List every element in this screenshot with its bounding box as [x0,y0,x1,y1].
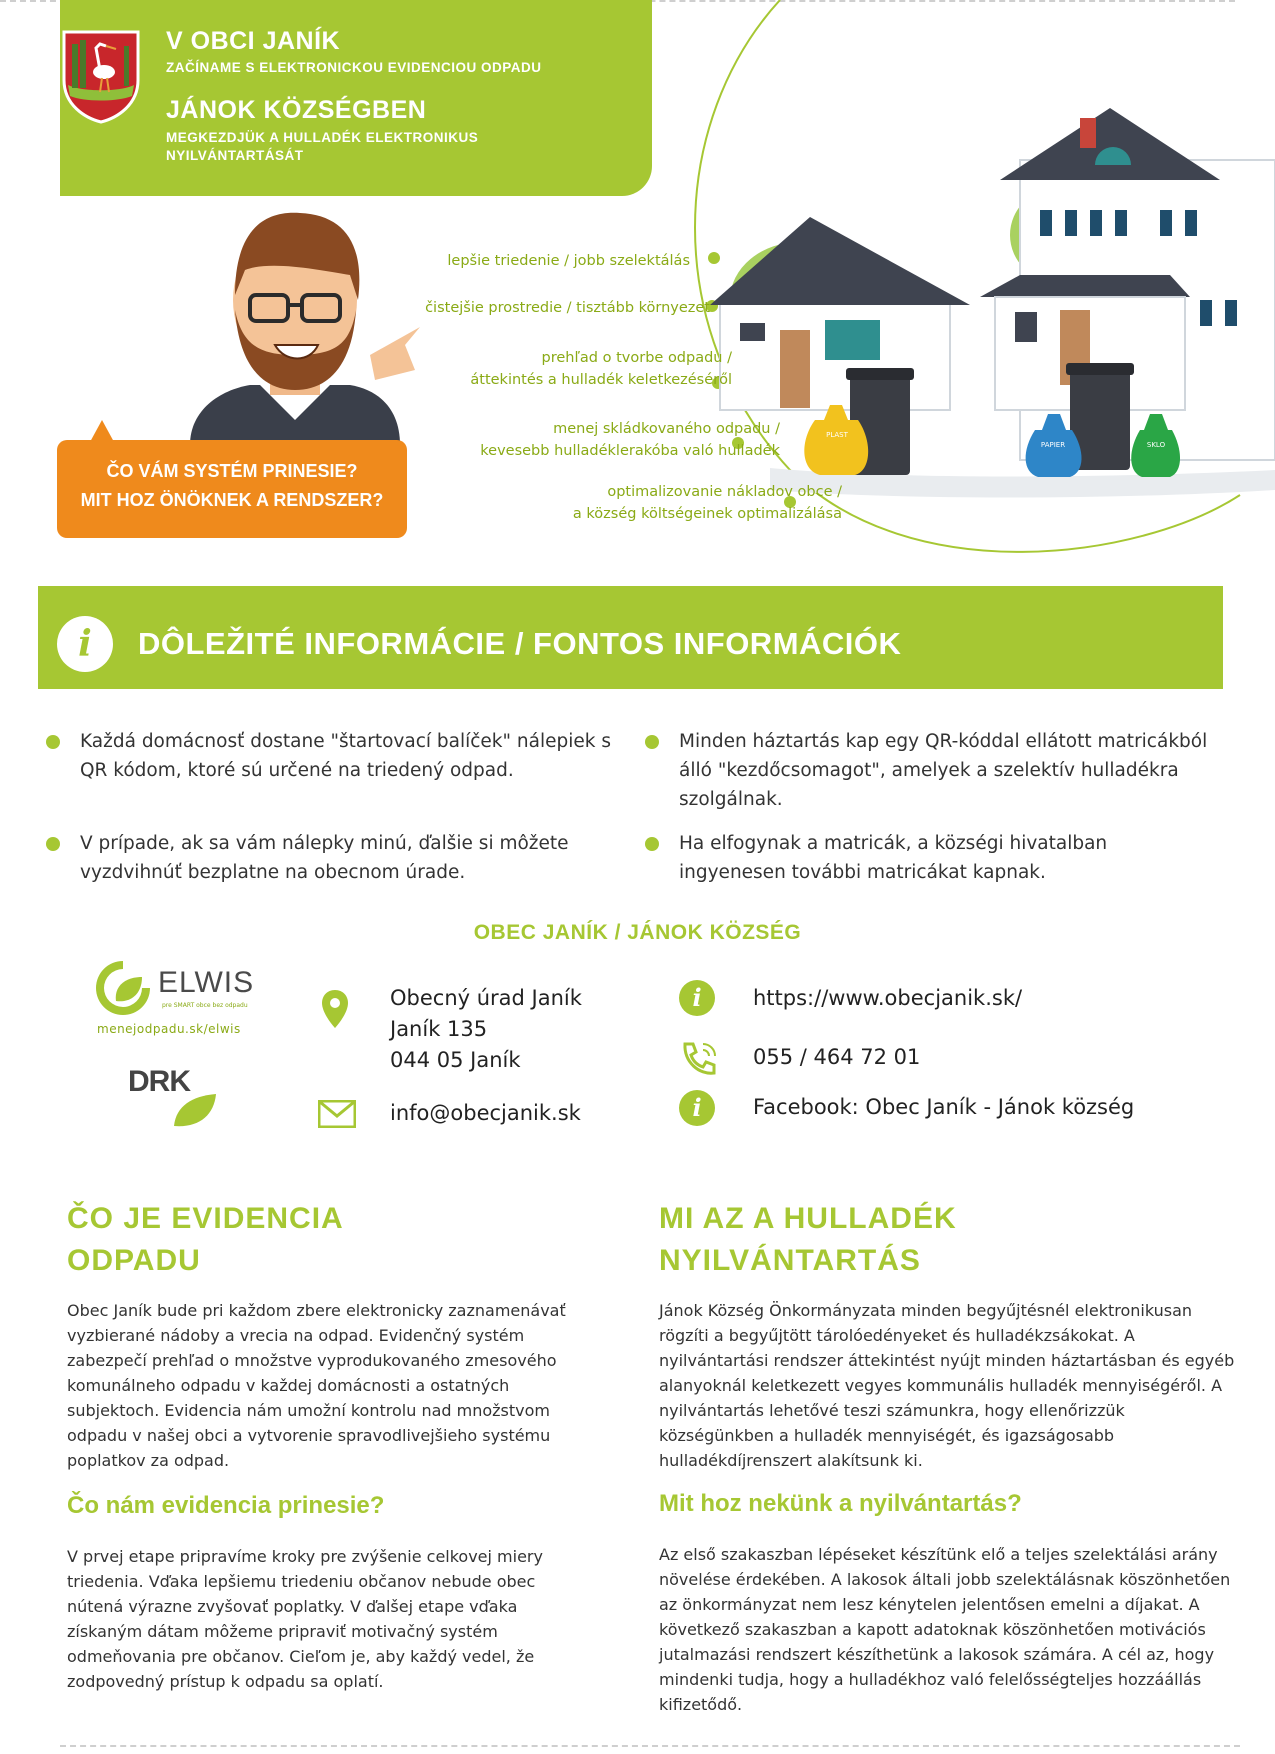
info-icon: i [57,616,113,672]
benefit-item [425,297,710,319]
address-line: Janík 135 [390,1017,488,1041]
info-hu-1: Minden háztartás kap egy QR-kóddal ellátott matricákból álló "kezdőcsomagot", amelyek a szelektív hulladékra szolgálnak. [679,731,1208,810]
info-hu-2: Ha elfogynak a matricák, a községi hivatalban ingyenesen további matricákat kapnak. [679,833,1108,883]
info-sk-1: Každá domácnosť dostane "štartovací balíček" nálepiek s QR kódom, ktoré sú určené na triedený odpad. [80,731,611,781]
header-sk-title: V OBCI JANÍK [166,27,341,55]
header-hu-subtitle: MEGKEZDJÜK A HULLADÉK ELEKTRONIKUS NYILVÁNTARTÁSÁT [166,130,479,163]
benefit-item [573,481,842,525]
sk-subheading: Čo nám evidencia prinesie? [67,1492,385,1519]
website-link[interactable]: https://www.obecjanik.sk/ [753,986,1023,1010]
elwis-url: menejodpadu.sk/elwis [97,1022,241,1036]
hu-subheading: Mit hoz nekünk a nyilvántartás? [659,1490,1022,1517]
address-line: Obecný úrad Janík [390,986,582,1010]
bullet-dot [645,735,659,749]
hu-section-text-2: Az első szakaszban lépéseket készítünk elő a teljes szelektálási arány növelése érdekében. A lakosok általi jobb szelektálásnak köszönhetően az önkormányzat nem lesz kénytelen jelentősen emelni a díjakat. A következő szakaszban a kapott adatoknak köszönhetően motivációs jutalmazási rendszert készíthetünk a lakosok számára. A cél az, hogy mindenki tudja, hogy a hulladékhoz való felelősségteljes hozzáállás kifizetődő. [659,1545,1231,1714]
heading-line: ODPADU [67,1244,201,1277]
phone-icon [679,1040,719,1078]
speech-bubble [57,440,407,538]
benefit-line: čistejšie prostredie / tisztább környezet [425,300,710,316]
contact-title: OBEC JANÍK / JÁNOK KÖZSÉG [473,921,802,944]
header-sk-subtitle: ZAČÍNAME S ELEKTRONICKOU EVIDENCIOU ODPADU [166,60,542,75]
sk-section-text-2: V prvej etape pripravíme kroky pre zvýšenie celkovej miery triedenia. Vďaka lepšiemu triedeniu občanov nebude obec nútená výrazne zvyšovať poplatky. V ďalšej etape vďaka získaným dátam môžeme pripraviť motivačný systém odmeňovania pre občanov. Cieľom je, aby každý vedel, že zodpovedný prístup k odpadu sa oplatí. [67,1547,543,1691]
bullet-dot [46,735,60,749]
bag-plast-label: PLAST [826,431,848,439]
hu-section-heading [659,1198,957,1282]
speech-bubble-tail [90,420,114,442]
benefit-line: prehľad o tvorbe odpadu / [541,350,732,366]
benefit-line: lepšie triedenie / jobb szelektálás [447,253,690,269]
drk-leaf-icon [170,1090,220,1130]
web-info-icon: i [679,980,715,1016]
benefit-line: kevesebb hulladéklerakóba való hulladék [480,443,780,459]
bottom-cut-line [60,1745,1240,1747]
sk-section-text: Obec Janík bude pri každom zbere elektronicky zaznamenávať vyzbierané nádoby a vrecia na odpad. Evidenčný systém zabezpečí prehľad o množstve vyprodukovaného zmesového komunálneho odpadu v každej domácnosti a ostatných subjektoch. Evidencia nám umožní kontrolu nad množstvom odpadu v našej obci a vytvorenie spravodlivejšieho systému poplatkov za odpad. [67,1301,566,1470]
facebook-link[interactable]: Facebook: Obec Janík - Jánok község [753,1095,1135,1119]
sk-section-heading [67,1198,344,1282]
drk-logo-text: DRK [128,1065,190,1098]
elwis-leaf-icon [92,957,154,1019]
email-link[interactable]: info@obecjanik.sk [390,1101,581,1125]
houses-illustration [640,0,1275,560]
hu-section-text: Jánok Község Önkormányzata minden begyűjtésnél elektronikusan rögzíti a begyűjtött tárolóedényeket és hulladékzsákokat. A nyilvántartási rendszer áttekintést nyújt minden háztartásban és egyéb alanyoknál keletkezett vegyes kommunális hulladék mennyiségéről. A nyilvántartás lehetővé teszi számunkra, hogy ellenőrizzük községünkben a hulladék mennyiségét, és igazságosabb hulladékdíjrenszert alakítsunk ki. [659,1301,1235,1470]
phone-number[interactable]: 055 / 464 72 01 [753,1045,921,1069]
email-icon [318,1100,356,1128]
facebook-info-icon: i [679,1090,715,1126]
info-banner-title: DÔLEŽITÉ INFORMÁCIE / FONTOS INFORMÁCIÓK [138,626,902,661]
benefit-item [447,250,690,272]
benefit-line: optimalizovanie nákladov obce / [607,484,842,500]
address-line: 044 05 Janík [390,1048,521,1072]
coat-of-arms-logo [62,30,140,124]
elwis-logo-text: ELWIS [158,966,255,999]
info-sk-2: V prípade, ak sa vám nálepky minú, ďalšie si môžete vyzdvihnúť bezplatne na obecnom úrade. [80,833,569,883]
address-block [390,983,582,1076]
benefit-line: menej skládkovaného odpadu / [553,421,780,437]
bubble-line-hu: MIT HOZ ÖNÖKNEK A RENDSZER? [80,490,384,510]
benefit-item [470,347,732,391]
bag-papier-label: PAPIER [1040,441,1066,449]
bullet-dot [645,837,659,851]
header-hu-title: JÁNOK KÖZSÉGBEN [166,96,427,124]
heading-line: MI AZ A HULLADÉK [659,1202,957,1235]
bag-sklo-label: SKLO [1146,441,1166,449]
location-pin-icon [320,988,350,1030]
heading-line: ČO JE EVIDENCIA [67,1202,344,1235]
bullet-dot [46,837,60,851]
bubble-line-sk: ČO VÁM SYSTÉM PRINESIE? [106,461,358,481]
benefit-line: áttekintés a hulladék keletkezéséről [470,372,732,388]
benefit-item [480,418,780,462]
heading-line: NYILVÁNTARTÁS [659,1244,921,1277]
benefit-line: a község költségeinek optimalizálása [572,506,842,522]
elwis-tagline: pre SMART obce bez odpadu [162,1002,248,1009]
